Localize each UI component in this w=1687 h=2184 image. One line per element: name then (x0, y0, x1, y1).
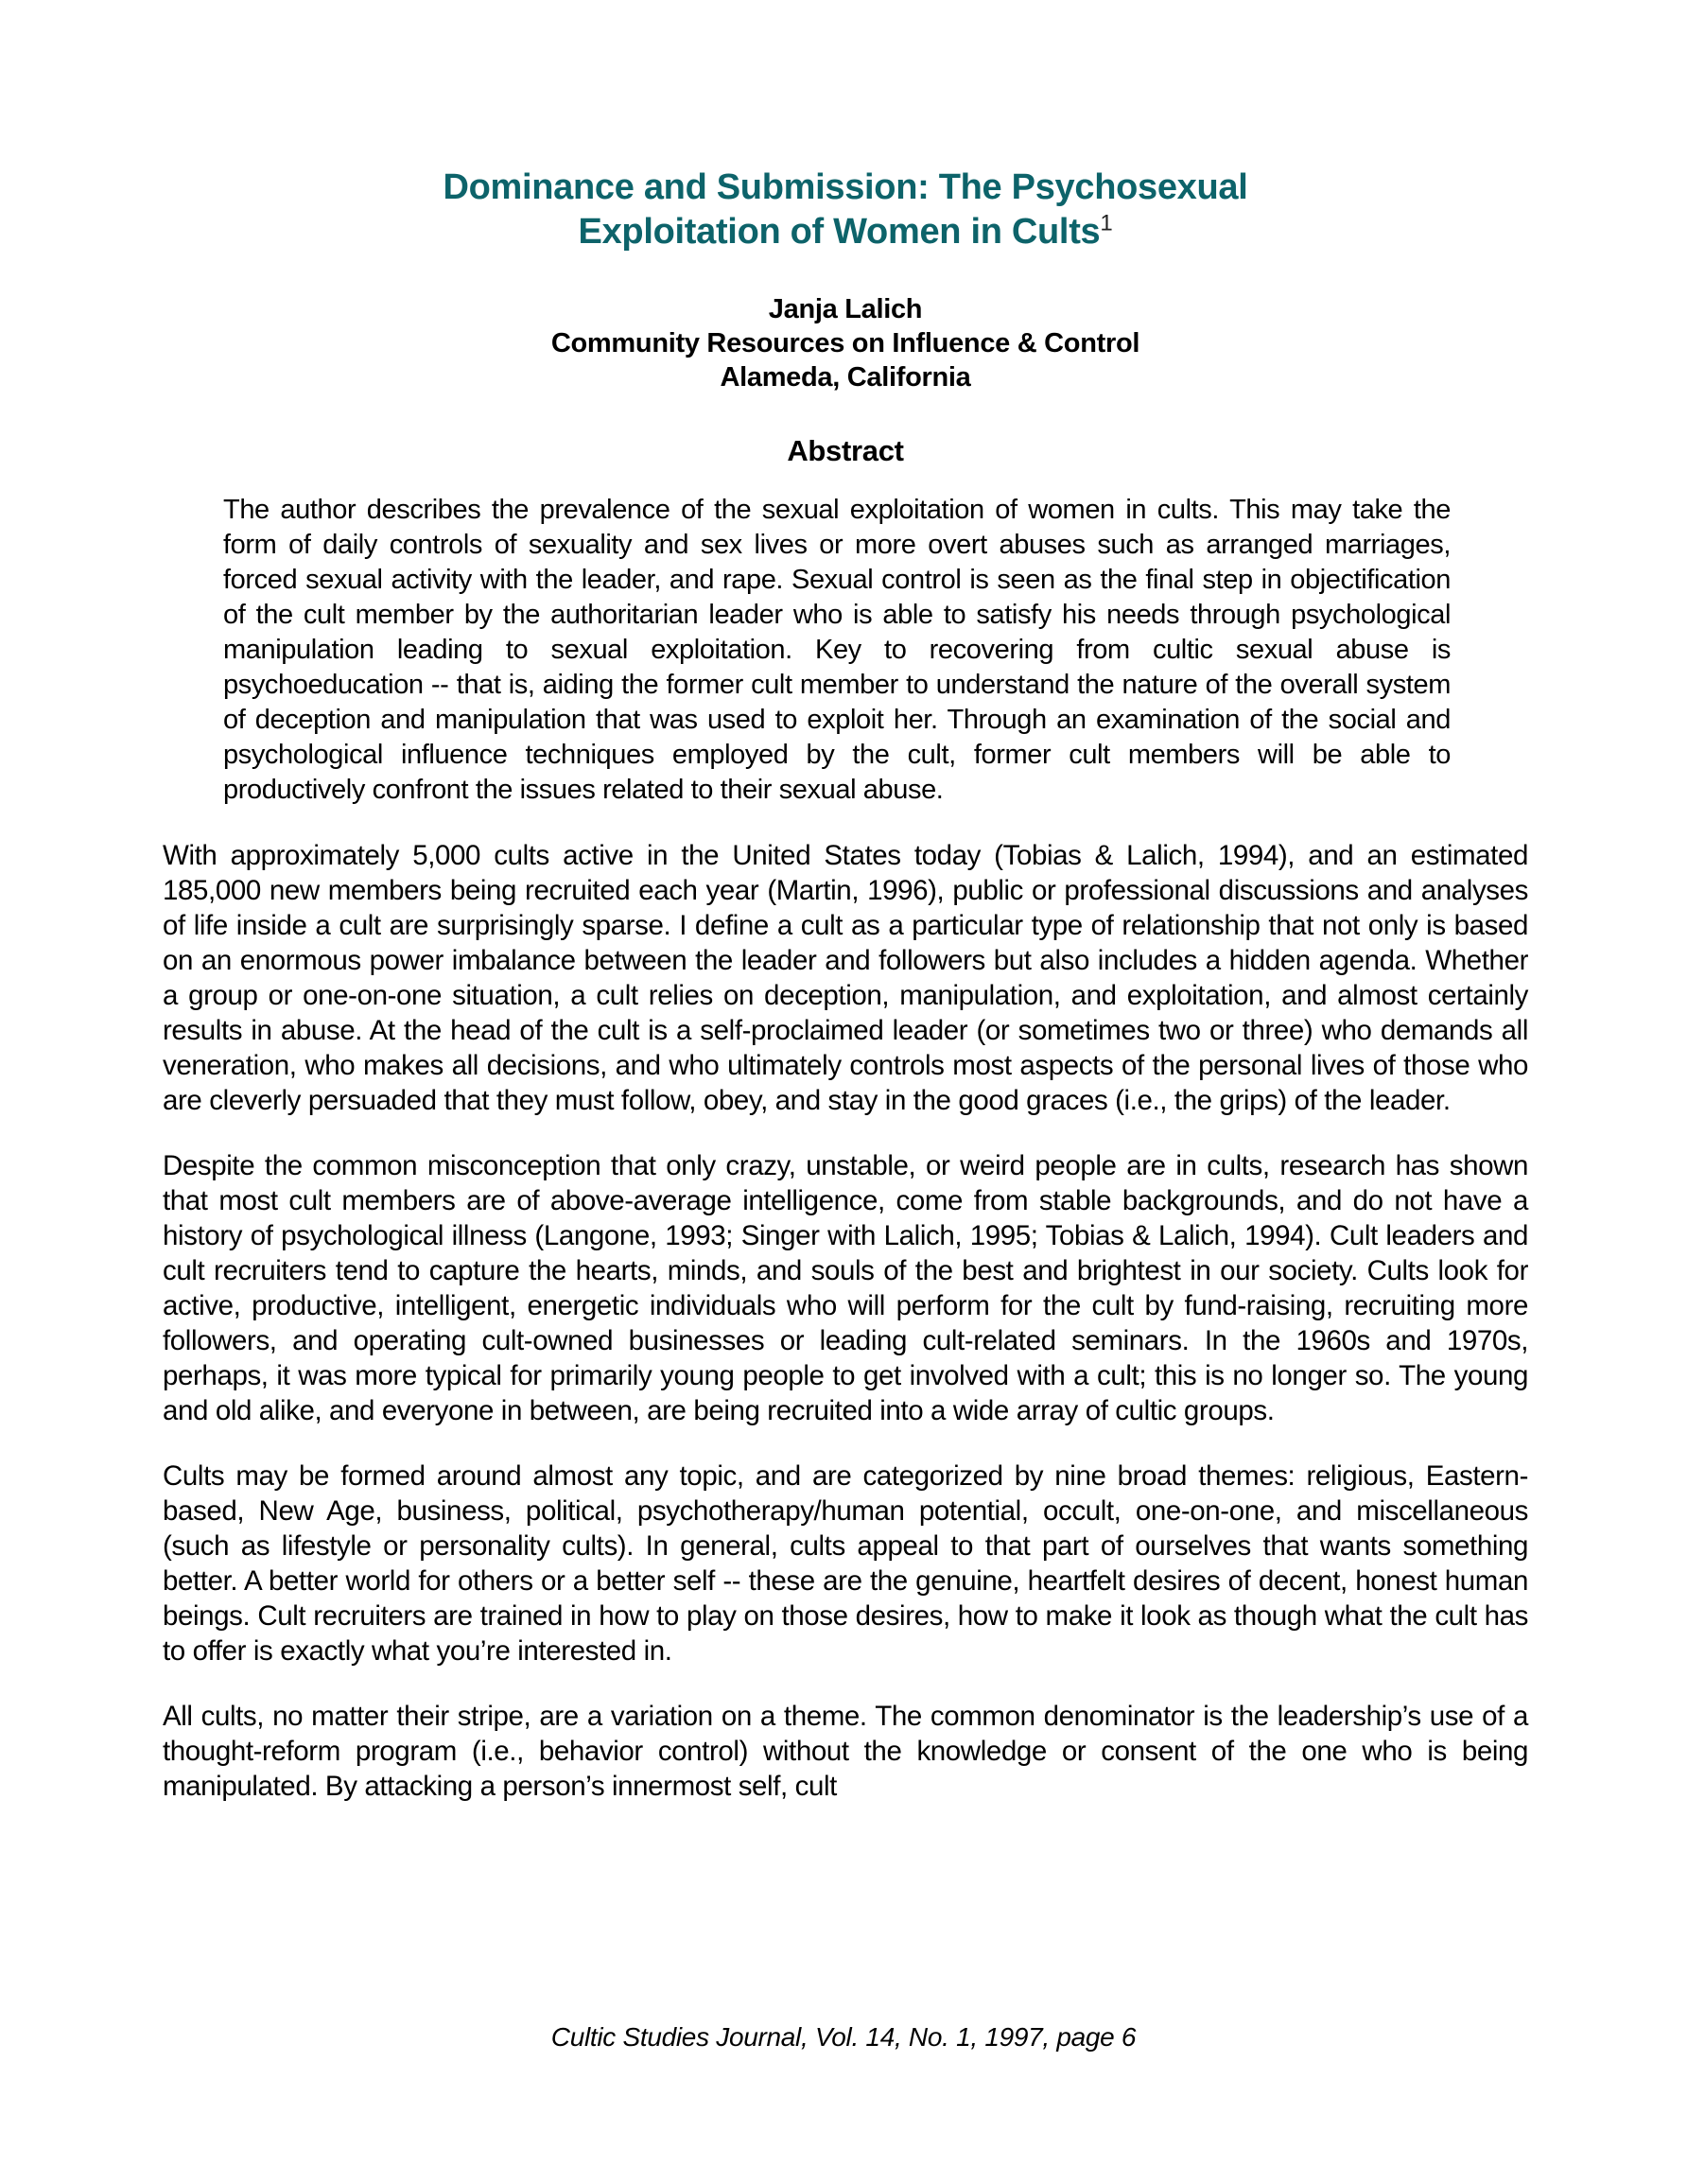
body-paragraph-3: Cults may be formed around almost any topic, and are categorized by nine broad themes: religious, Eastern-based, New Age, business, political, psychotherapy/human potential, occult, one-on-one, and miscellaneous (such as lifestyle or personality cults). In general, cults appeal to that part of ourselves that wants something better. A better world for others or a better self -- these are the genuine, heartfelt desires of decent, honest human beings. Cult recruiters are trained in how to play on those desires, how to make it look as though what the cult has to offer is exactly what you’re interested in. (163, 1460, 1528, 1668)
author-affiliation: Community Resources on Influence & Control (550, 328, 1140, 359)
author-block (163, 292, 1528, 394)
abstract-text: The author describes the prevalence of the sexual exploitation of women in cults. This may take the form of daily controls of sexuality and sex lives or more overt abuses such as arranged marriages, forced sexual activity with the leader, and rape. Sexual control is seen as the final step in objectification of the cult member by the authoritarian leader who is able to satisfy his needs through psychological manipulation leading to sexual exploitation. Key to recovering from cultic sexual abuse is psychoeducation -- that is, aiding the former cult member to understand the nature of the overall system of deception and manipulation that was used to exploit her. Through an examination of the social and psychological influence techniques employed by the cult, former cult members will be able to productively confront the issues related to their sexual abuse. (223, 495, 1451, 806)
body-paragraph-1: With approximately 5,000 cults active in the United States today (Tobias & Lalich, 1994), and an estimated 185,000 new members being recruited each year (Martin, 1996), public or professional discussions and analyses of life inside a cult are surprisingly sparse. I define a cult as a particular type of relationship that not only is based on an enormous power imbalance between the leader and followers but also includes a hidden agenda. Whether a group or one-on-one situation, a cult relies on deception, manipulation, and exploitation, and almost certainly results in abuse. At the head of the cult is a self-proclaimed leader (or sometimes two or three) who demands all veneration, who makes all decisions, and who ultimately controls most aspects of the personal lives of those who are cleverly persuaded that they must follow, obey, and stay in the good graces (i.e., the grips) of the leader. (163, 840, 1528, 1117)
page-title (163, 166, 1528, 254)
abstract-heading: Abstract (787, 434, 904, 468)
page-title-line-2-text: Exploitation of Women in Cults (578, 212, 1101, 253)
journal-citation: Cultic Studies Journal, Vol. 14, No. 1, 1997, page 6 (550, 2022, 1137, 2052)
page-title-line-1: Dominance and Submission: The Psychosexual (443, 167, 1248, 208)
footnote-marker: 1 (1100, 210, 1113, 236)
author-name: Janja Lalich (768, 294, 923, 325)
body-paragraph-2: Despite the common misconception that only crazy, unstable, or weird people are in cults, research has shown that most cult members are of above-average intelligence, come from stable backgrounds, and do not have a history of psychological illness (Langone, 1993; Singer with Lalich, 1995; Tobias & Lalich, 1994). Cult leaders and cult recruiters tend to capture the hearts, minds, and souls of the best and brightest in our society. Cults look for active, productive, intelligent, energetic individuals who will perform for the cult by fund-raising, recruiting more followers, and operating cult-owned businesses or leading cult-related seminars. In the 1960s and 1970s, perhaps, it was more typical for primarily young people to get involved with a cult; this is no longer so. The young and old alike, and everyone in between, are being recruited into a wide array of cultic groups. (163, 1150, 1528, 1427)
page-title-line-2 (163, 210, 1528, 254)
body-paragraph-4: All cults, no matter their stripe, are a variation on a theme. The common denominator is the leadership’s use of a thought-reform program (i.e., behavior control) without the knowledge or consent of the one who is being manipulated. By attacking a person’s innermost self, cult (163, 1701, 1528, 1803)
author-location: Alameda, California (720, 362, 971, 393)
